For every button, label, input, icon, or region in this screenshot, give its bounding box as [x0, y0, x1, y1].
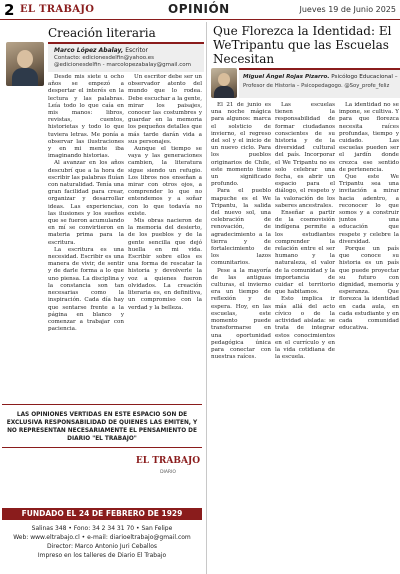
right-author-box	[207, 68, 400, 98]
left-article-col1: Desde mis siete u ocho años se empezó a despertar el interés en la lectura y las palabras. Leía todo lo que caía en mis manos: libros, revistas, cuentos, historietas y todo lo que tuviera letras. Me ponía a observar las ilustraciones y en mi mente iba imaginando historias. Al avanzar en los años descubrí que a la hora de escribir las palabras fluían con naturalidad. Tenía una gran facilidad para crear, organizar y desarrollar ideas. Las experiencias, las ilusiones y los sueños que se fueron acumulando en mí se convirtieron en materia prima para la escritura. La escritura es una necesidad. Escribir es una manera de vivir, de sentir y de darle forma a lo que uno piensa. La disciplina y la constancia son tan necesarias como la inspiración. Cada día hay que sentarse frente a la página en blanco y comenzar a trabajar con paciencia.	[48, 74, 124, 333]
left-article	[0, 22, 204, 402]
page-number: 2	[4, 1, 15, 19]
brand-name: EL TRABAJO	[20, 4, 95, 15]
right-article-col1: El 21 de junio es una noche mágica para algunos: marca el solsticio de invierno, el regreso del sol y el inicio de un nuevo ciclo. Para los pueblos originarios de Chile, este momento tiene un significado profundo. Para el pueblo mapuche es el We Tripantu, la salida del nuevo sol, una celebración de renovación, de agradecimiento a la tierra y de fortalecimiento de los lazos comunitarios. Pese a la mayoría de las antiguas culturas, el invierno era un tiempo de reflexión y de espera. Hoy, en las escuelas, este momento puede transformarse en una oportunidad pedagógica única para conectar con nuestras raíces.	[211, 102, 271, 361]
printer-line: Impreso en los talleres de Diario El Trabajo	[37, 552, 167, 559]
author-photo	[211, 68, 237, 98]
founded-banner: FUNDADO EL 24 DE FEBRERO DE 1929	[2, 508, 202, 520]
left-author-box	[0, 42, 204, 72]
left-article-title: Creación literaria	[48, 26, 156, 40]
web-line[interactable]: Web: www.eltrabajo.cl • e-mail: diarioeltrabajo@gmail.com	[13, 534, 191, 541]
author-contact: Contacto: edicionesdelfin@yahoo.es @edicionesdelfin - marcolopezabalay@gmail.com	[54, 55, 191, 68]
author-name: Marco López Abalay, Escritor	[54, 47, 149, 54]
author-name: Miguel Ángel Rojas Pizarro. Psicólogo Educacional –	[243, 74, 398, 80]
author-photo	[6, 42, 44, 86]
section-title: OPINIÓN	[168, 2, 230, 16]
right-article-col3: La identidad no se impone, se cultiva. Y para que florezca necesita raíces profundas, tiempo y cuidado. Las escuelas pueden ser el jardín donde crezca ese sentido de pertenencia. Que este We Tripantu sea una invitación a mirar hacia adentro, a reconocer lo que somos y a construir juntos una educación que respete y celebre la diversidad. Porque un país que conoce su historia es un país que puede proyectar su futuro con dignidad, memoria y esperanza. Que florezca la identidad en cada aula, en cada estudiante y en cada comunidad educativa.	[339, 102, 399, 332]
newspaper-logo: EL TRABAJO DIARIO	[134, 452, 202, 490]
right-article-title: Que Florezca la Identidad: El WeTripantu que las Escuelas Necesitan	[213, 24, 392, 66]
address-line: Salinas 348 • Fono: 34 2 34 31 70 • San Felipe	[31, 525, 173, 532]
director-line: Director: Marco Antonio Juri Ceballos	[46, 543, 158, 550]
right-article-col2: Las escuelas tienen la responsabilidad de formar ciudadanos conscientes de su historia y de la diversidad cultural del país. Incorporar el We Tripantu no es solo celebrar una fecha, es abrir un espacio para el diálogo, el respeto y la valoración de los saberes ancestrales. Enseñar a partir de la cosmovisión indígena permite a los estudiantes comprender la relación entre el ser humano y la naturaleza, el valor de la comunidad y la importancia de cuidar el territorio que habitamos. Esto implica ir más allá del acto cívico o de la actividad aislada: se trata de integrar estos conocimientos en el currículo y en la vida cotidiana de la escuela.	[275, 102, 335, 361]
left-article-col2: Un escritor debe ser un observador atento del mundo que lo rodea. Debe escuchar a la gente, mirar los paisajes, conocer las costumbres y guardar en la memoria los pequeños detalles que más tarde darán vida a sus personajes. Aunque el tiempo se vaya y las generaciones cambien, la literatura sigue siendo un refugio. Los libros nos enseñan a mirar con otros ojos, a comprender lo que no entendemos y a soñar con lo que todavía no existe. Mis obras nacieron de la memoria del desierto, de los pueblos y de la gente sencilla que dejó huella en mi vida. Escribir sobre ellos es una forma de rescatar la historia y devolverle la voz a quienes fueron olvidados. La creación literaria es, en definitiva, un compromiso con la verdad y la belleza.	[128, 74, 202, 311]
author-info-bar	[48, 42, 204, 72]
author-role: Profesor de Historia – Psicopedagogo. @Soy_profe_feliz	[243, 83, 390, 89]
issue-date: Jueves 19 de Junio 2025	[299, 5, 396, 14]
page-header	[0, 0, 400, 20]
publisher-info	[2, 522, 202, 572]
author-info-bar	[239, 68, 400, 98]
opinion-disclaimer: LAS OPINIONES VERTIDAS EN ESTE ESPACIO SON DE EXCLUSIVA RESPONSABILIDAD DE QUIENES LAS EMITEN, Y NO REPRESENTAN NECESARIAMENTE EL PENSAMIENTO DE DIARIO "EL TRABAJO"	[2, 404, 202, 448]
right-article	[206, 22, 400, 574]
